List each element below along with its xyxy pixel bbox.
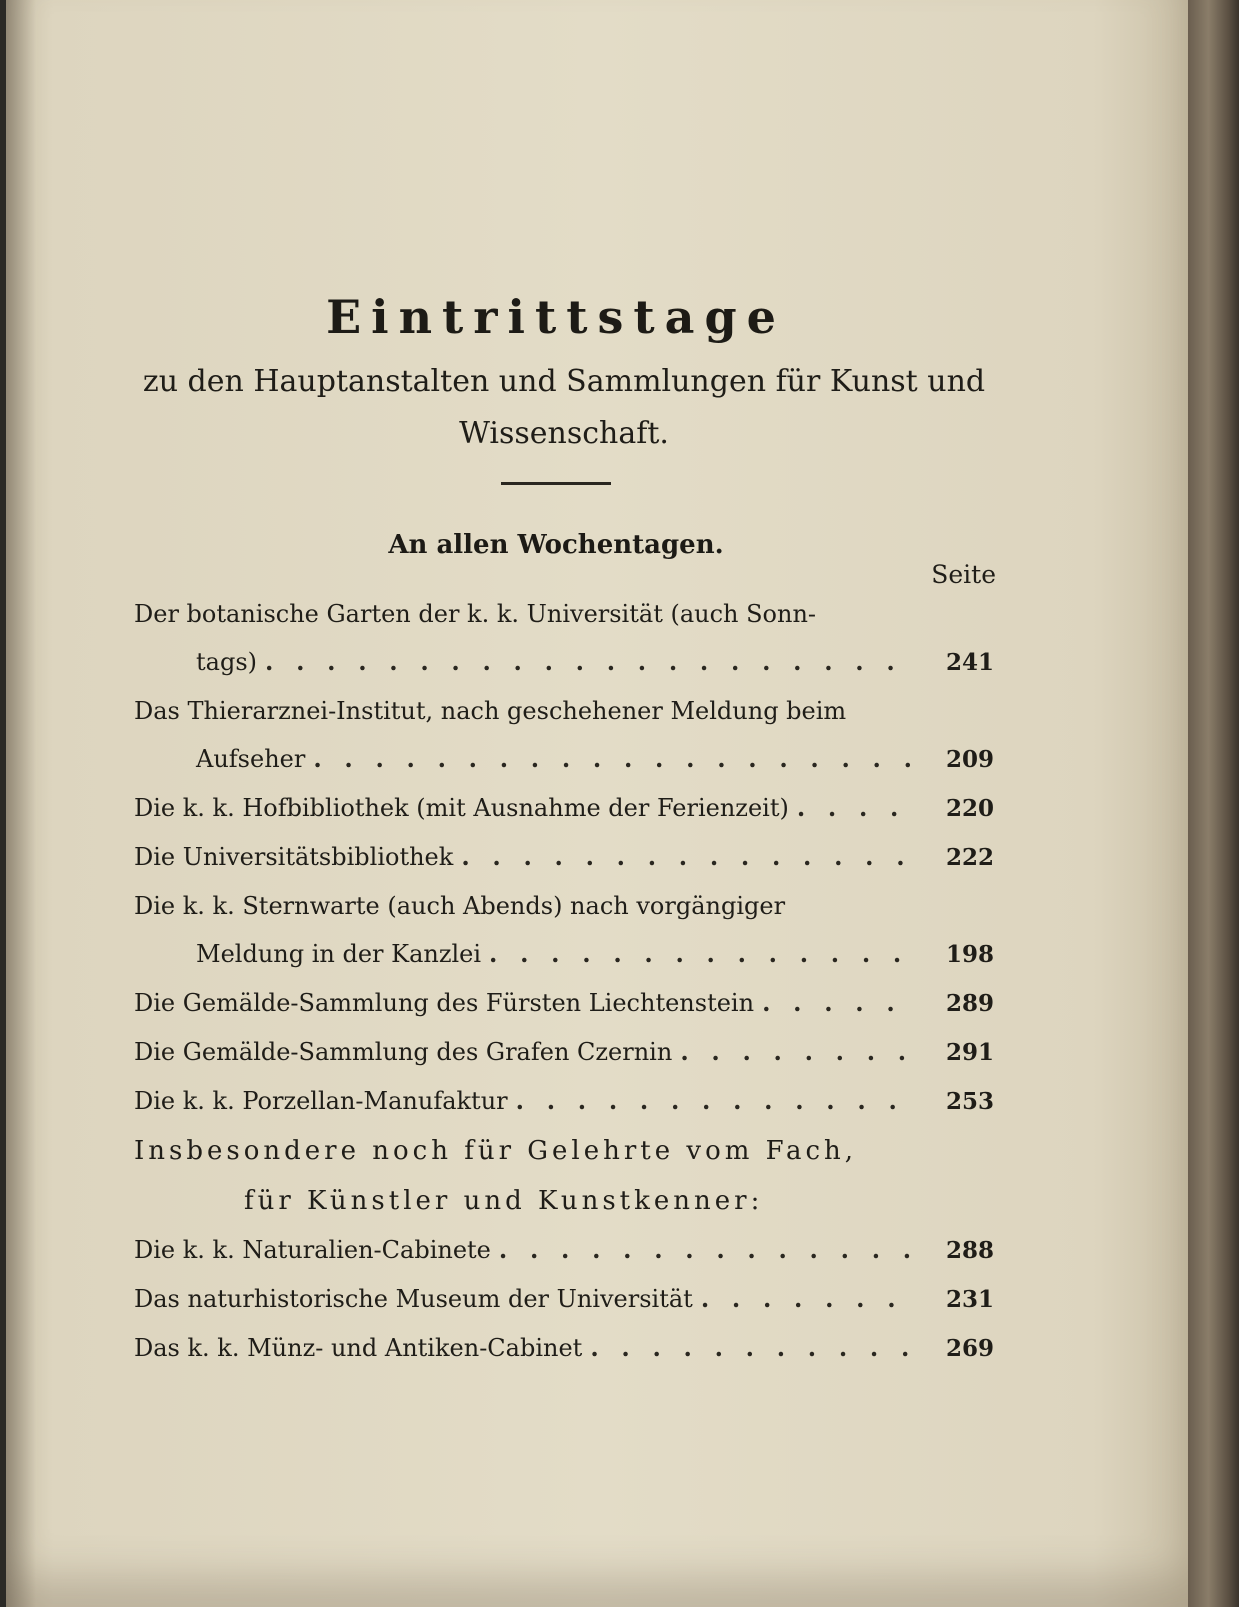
leader-dots [461, 833, 916, 881]
entry-university-library [134, 833, 994, 882]
leader-dots [680, 1028, 916, 1076]
entry-coin-cabinet [134, 1324, 994, 1373]
title-divider [501, 482, 611, 485]
entry-text: Die Gemälde-Sammlung des Grafen Czernin [134, 1038, 673, 1066]
leader-dots [590, 1324, 916, 1372]
entry-page: 289 [945, 990, 994, 1017]
entry-observatory [134, 882, 994, 979]
page-column-label: Seite [931, 560, 996, 589]
entry-text: Das Thierarznei-Institut, nach geschehener Meldung beim [134, 697, 847, 725]
entry-university-museum [134, 1275, 994, 1324]
entry-list [134, 590, 994, 1373]
entry-text: Die Universitätsbibliothek [134, 843, 454, 871]
leader-dots [313, 735, 916, 783]
entry-page: 253 [945, 1088, 994, 1115]
entry-page: 198 [945, 941, 994, 968]
page-subtitle: zu den Hauptanstalten und Sammlungen für Kunst und Wissenschaft. [142, 364, 986, 451]
entry-text-cont: tags) [196, 648, 257, 676]
entry-page: 291 [945, 1039, 994, 1066]
entry-text: Die k. k. Hofbibliothek (mit Ausnahme der Ferienzeit) [134, 794, 789, 822]
entry-page: 222 [945, 844, 994, 871]
entry-porcelain-manufactory [134, 1077, 994, 1126]
entry-text: Die k. k. Sternwarte (auch Abends) nach vorgängiger [134, 892, 786, 920]
entry-czernin-gallery [134, 1028, 994, 1077]
entry-text: Der botanische Garten der k. k. Universität (auch Sonn- [134, 600, 817, 628]
leader-dots [499, 1226, 916, 1274]
page-content [6, 0, 1188, 1607]
entry-natural-history-cabinets [134, 1226, 994, 1275]
section-heading: An allen Wochentagen. [388, 530, 724, 560]
special-heading [134, 1126, 994, 1226]
special-heading-line1: Insbesondere noch für Gelehrte vom Fach, [134, 1136, 858, 1166]
leader-dots [265, 638, 916, 686]
entry-page: 269 [945, 1335, 994, 1362]
entry-page: 209 [945, 746, 994, 773]
entry-text: Das k. k. Münz- und Antiken-Cabinet [134, 1334, 583, 1362]
entry-veterinary-institute [134, 687, 994, 784]
leader-dots [762, 979, 916, 1027]
leader-dots [516, 1077, 916, 1125]
page-title: Eintrittstage [326, 290, 786, 344]
entry-botanical-garden [134, 590, 994, 687]
book-page [6, 0, 1188, 1607]
leader-dots [797, 784, 916, 832]
entry-page: 220 [945, 795, 994, 822]
entry-page: 231 [945, 1286, 994, 1313]
entry-page: 241 [945, 649, 994, 676]
entry-text: Das naturhistorische Museum der Universität [134, 1285, 693, 1313]
entry-page: 288 [945, 1237, 994, 1264]
entry-text: Die k. k. Naturalien-Cabinete [134, 1236, 491, 1264]
book-spine-edge [1188, 0, 1239, 1607]
entry-text: Die Gemälde-Sammlung des Fürsten Liechtenstein [134, 989, 755, 1017]
entry-text-cont: Aufseher [196, 745, 306, 773]
leader-dots [701, 1275, 916, 1323]
entry-liechtenstein-gallery [134, 979, 994, 1028]
entry-court-library [134, 784, 994, 833]
entry-text-cont: Meldung in der Kanzlei [196, 940, 482, 968]
entry-text: Die k. k. Porzellan-Manufaktur [134, 1087, 508, 1115]
special-heading-line2: für Künstler und Kunstkenner: [244, 1186, 764, 1216]
leader-dots [489, 930, 916, 978]
